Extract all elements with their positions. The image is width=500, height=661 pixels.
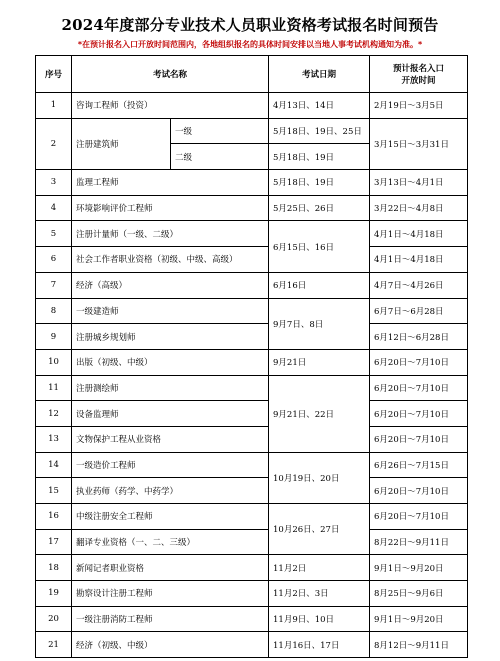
exam-date: 11月2日 — [269, 555, 370, 581]
registration-period: 6月20日～7月10日 — [370, 426, 468, 452]
registration-period: 8月22日～9月11日 — [370, 529, 468, 555]
registration-period: 4月7日～4月26日 — [370, 272, 468, 298]
exam-name: 注册建筑师 — [72, 118, 171, 169]
exam-date: 9月21日、22日 — [269, 375, 370, 452]
registration-period: 3月15日～3月31日 — [370, 118, 468, 169]
exam-name: 监理工程师 — [72, 170, 269, 196]
registration-period: 4月1日～4月18日 — [370, 221, 468, 247]
row-no: 8 — [36, 298, 72, 324]
row-no: 14 — [36, 452, 72, 478]
row-no: 16 — [36, 504, 72, 530]
exam-name: 环境影响评价工程师 — [72, 195, 269, 221]
registration-period: 8月12日～9月11日 — [370, 632, 468, 658]
exam-date: 11月2日、3日 — [269, 581, 370, 607]
table-row — [36, 478, 468, 504]
exam-name: 经济（初级、中级） — [72, 632, 269, 658]
row-no: 7 — [36, 272, 72, 298]
table-row — [36, 581, 468, 607]
exam-level: 一级 — [171, 118, 269, 144]
table-row — [36, 426, 468, 452]
row-no: 12 — [36, 401, 72, 427]
exam-date: 5月25日、26日 — [269, 195, 370, 221]
row-no: 3 — [36, 170, 72, 196]
header-registration-line1: 预计报名入口 — [393, 64, 445, 74]
row-no: 9 — [36, 324, 72, 350]
exam-name: 注册测绘师 — [72, 375, 269, 401]
row-no: 6 — [36, 247, 72, 273]
exam-date: 5月18日、19日 — [269, 170, 370, 196]
registration-period: 8月25日～9月6日 — [370, 581, 468, 607]
exam-date: 6月15日、16日 — [269, 221, 370, 272]
table-row — [36, 529, 468, 555]
exam-date: 6月16日 — [269, 272, 370, 298]
row-no: 2 — [36, 118, 72, 169]
header-name: 考试名称 — [72, 56, 269, 93]
document-title: 2024年度部分专业技术人员职业资格考试报名时间预告 — [61, 16, 439, 34]
exam-name: 出版（初级、中级） — [72, 349, 269, 375]
exam-name: 注册计量师（一级、二级） — [72, 221, 269, 247]
header-registration — [370, 56, 468, 93]
header-no: 序号 — [36, 56, 72, 93]
table-row — [36, 247, 468, 273]
table-row — [36, 606, 468, 632]
header-date: 考试日期 — [269, 56, 370, 93]
exam-name: 设备监理师 — [72, 401, 269, 427]
table-row — [36, 324, 468, 350]
exam-schedule-table — [35, 55, 468, 658]
row-no: 4 — [36, 195, 72, 221]
exam-name: 注册城乡规划师 — [72, 324, 269, 350]
table-row — [36, 452, 468, 478]
table-row — [36, 170, 468, 196]
table-row — [36, 555, 468, 581]
exam-name: 新闻记者职业资格 — [72, 555, 269, 581]
registration-period: 6月20日～7月10日 — [370, 375, 468, 401]
document-note: *在预计报名入口开放时间范围内，各地组织报名的具体时间安排以当地人事考试机构通知为准。* — [77, 40, 423, 49]
exam-date: 4月13日、14日 — [269, 93, 370, 119]
registration-period: 6月20日～7月10日 — [370, 504, 468, 530]
row-no: 18 — [36, 555, 72, 581]
row-no: 21 — [36, 632, 72, 658]
row-no: 17 — [36, 529, 72, 555]
table-row — [36, 349, 468, 375]
exam-date: 11月16日、17日 — [269, 632, 370, 658]
registration-period: 6月12日～6月28日 — [370, 324, 468, 350]
exam-date: 5月18日、19日、25日 — [269, 118, 370, 144]
exam-date: 9月21日 — [269, 349, 370, 375]
exam-date: 11月9日、10日 — [269, 606, 370, 632]
table-row — [36, 298, 468, 324]
exam-name: 执业药师（药学、中药学） — [72, 478, 269, 504]
registration-period: 6月20日～7月10日 — [370, 478, 468, 504]
exam-name: 一级注册消防工程师 — [72, 606, 269, 632]
table-row — [36, 401, 468, 427]
header-registration-line2: 开放时间 — [401, 76, 436, 86]
registration-period: 9月1日～9月20日 — [370, 606, 468, 632]
row-no: 13 — [36, 426, 72, 452]
registration-period: 2月19日～3月5日 — [370, 93, 468, 119]
table-row — [36, 504, 468, 530]
exam-date: 5月18日、19日 — [269, 144, 370, 170]
exam-name: 中级注册安全工程师 — [72, 504, 269, 530]
row-no: 11 — [36, 375, 72, 401]
exam-date: 10月19日、20日 — [269, 452, 370, 503]
row-no: 19 — [36, 581, 72, 607]
exam-name: 翻译专业资格（一、二、三级） — [72, 529, 269, 555]
registration-period: 9月1日～9月20日 — [370, 555, 468, 581]
table-header-row — [36, 56, 468, 93]
row-no: 5 — [36, 221, 72, 247]
registration-period: 4月1日～4月18日 — [370, 247, 468, 273]
exam-name: 一级造价工程师 — [72, 452, 269, 478]
exam-name: 一级建造师 — [72, 298, 269, 324]
table-row — [36, 195, 468, 221]
registration-period: 3月22日～4月8日 — [370, 195, 468, 221]
exam-level: 二级 — [171, 144, 269, 170]
registration-period: 6月20日～7月10日 — [370, 401, 468, 427]
table-row — [36, 93, 468, 119]
table-row — [36, 375, 468, 401]
table-row — [36, 221, 468, 247]
exam-name: 社会工作者职业资格（初级、中级、高级） — [72, 247, 269, 273]
registration-period: 6月26日～7月15日 — [370, 452, 468, 478]
exam-date: 9月7日、8日 — [269, 298, 370, 349]
exam-name: 勘察设计注册工程师 — [72, 581, 269, 607]
exam-date: 10月26日、27日 — [269, 504, 370, 555]
table-row — [36, 272, 468, 298]
exam-name: 文物保护工程从业资格 — [72, 426, 269, 452]
row-no: 15 — [36, 478, 72, 504]
table-row — [36, 632, 468, 658]
exam-name: 咨询工程师（投资） — [72, 93, 269, 119]
row-no: 1 — [36, 93, 72, 119]
row-no: 10 — [36, 349, 72, 375]
row-no: 20 — [36, 606, 72, 632]
table-row — [36, 118, 468, 144]
registration-period: 6月7日～6月28日 — [370, 298, 468, 324]
registration-period: 3月13日～4月1日 — [370, 170, 468, 196]
registration-period: 6月20日～7月10日 — [370, 349, 468, 375]
exam-name: 经济（高级） — [72, 272, 269, 298]
